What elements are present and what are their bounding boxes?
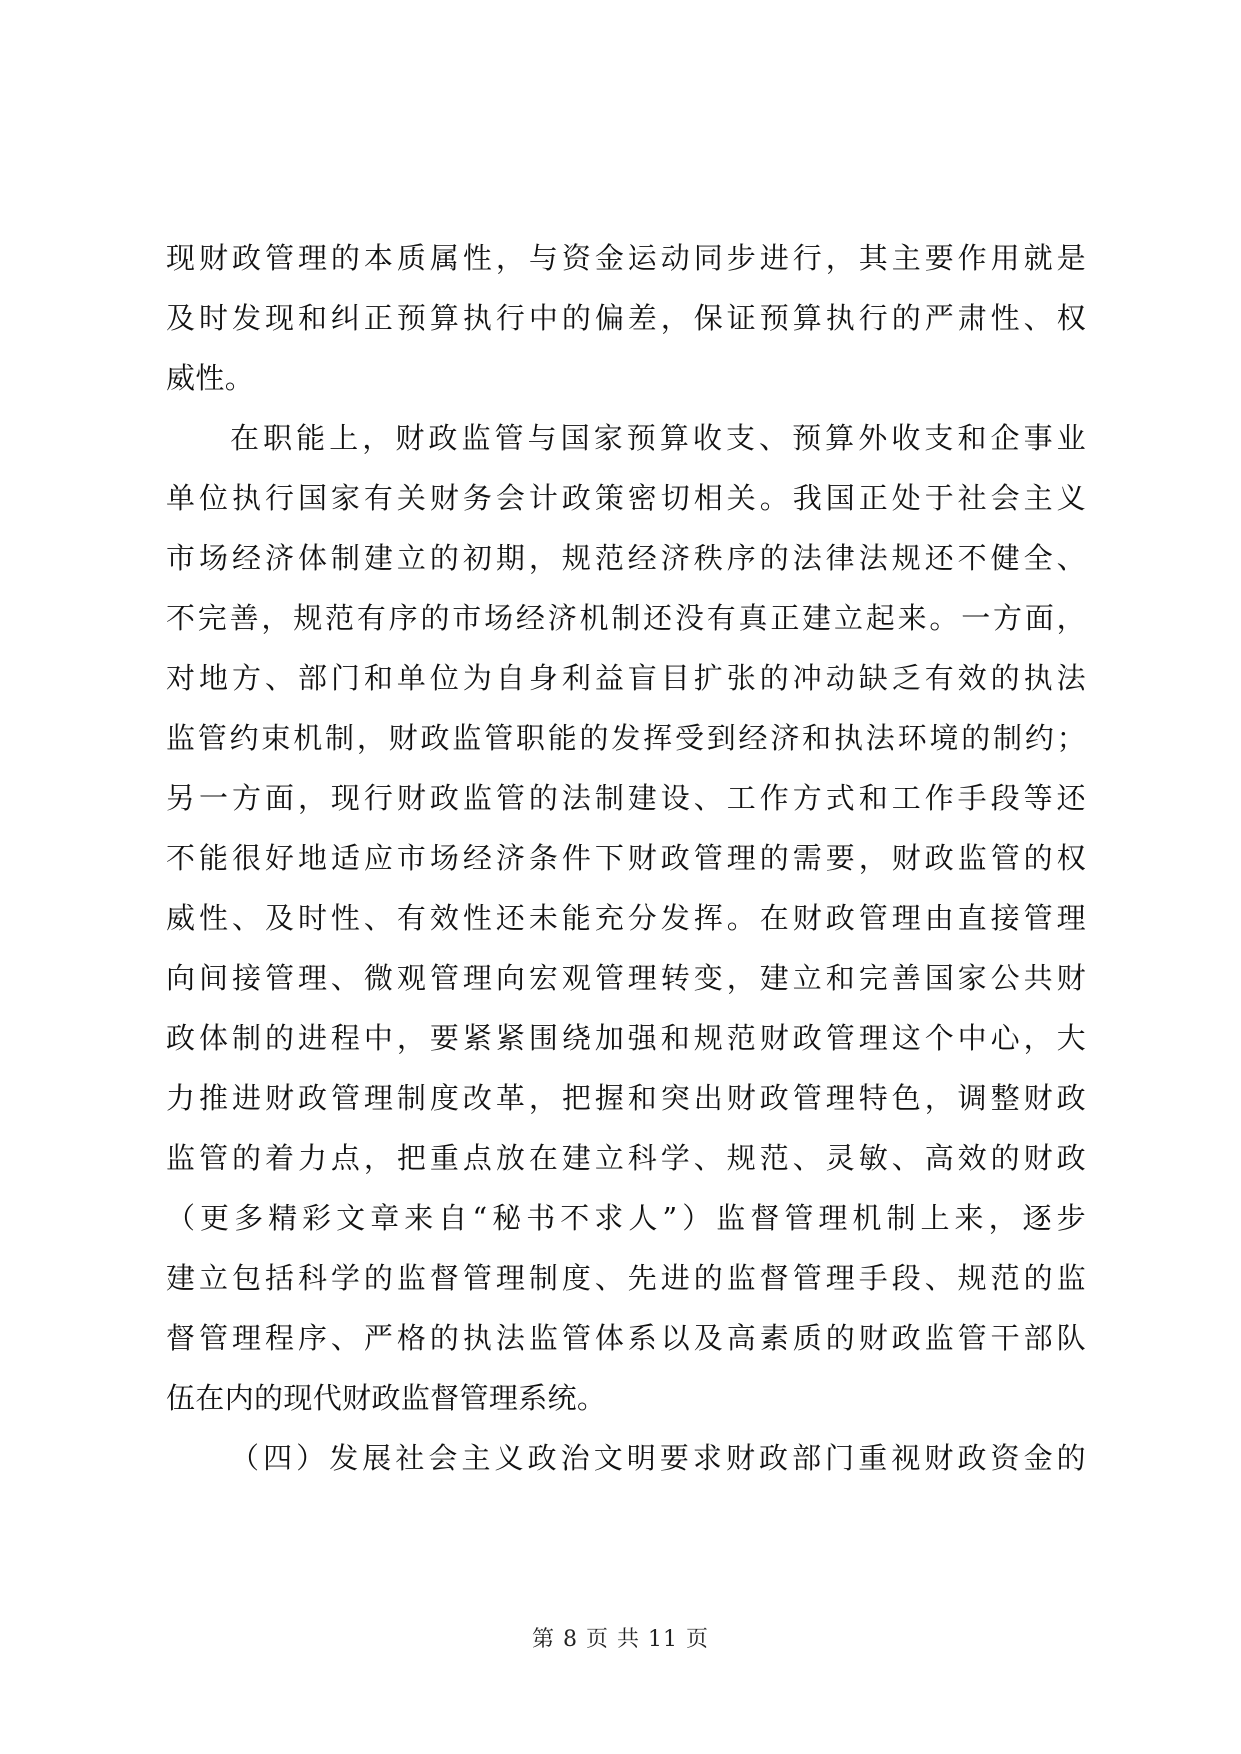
text-line: 威性。 xyxy=(166,361,255,395)
text-line: 政体制的进程中，要紧紧围绕加强和规范财政管理这个中心，大 xyxy=(166,1021,1086,1055)
text-line: 威性、及时性、有效性还未能充分发挥。在财政管理由直接管理 xyxy=(166,901,1086,935)
text-line: 监管的着力点，把重点放在建立科学、规范、灵敏、高效的财政 xyxy=(166,1141,1086,1175)
text-line: 及时发现和纠正预算执行中的偏差，保证预算执行的严肃性、权 xyxy=(166,301,1086,335)
text-line: 伍在内的现代财政监督管理系统。 xyxy=(166,1381,607,1415)
text-line: 现财政管理的本质属性，与资金运动同步进行，其主要作用就是 xyxy=(166,241,1086,275)
text-line: 不完善，规范有序的市场经济机制还没有真正建立起来。一方面， xyxy=(166,601,1086,635)
text-line: 向间接管理、微观管理向宏观管理转变，建立和完善国家公共财 xyxy=(166,961,1086,995)
text-line: 对地方、部门和单位为自身利益盲目扩张的冲动缺乏有效的执法 xyxy=(166,661,1086,695)
text-line: 市场经济体制建立的初期，规范经济秩序的法律法规还不健全、 xyxy=(166,541,1086,575)
text-line: 另一方面，现行财政监管的法制建设、工作方式和工作手段等还 xyxy=(166,781,1086,815)
text-line: 不能很好地适应市场经济条件下财政管理的需要，财政监管的权 xyxy=(166,841,1086,875)
text-line: 监管约束机制，财政监管职能的发挥受到经济和执法环境的制约； xyxy=(166,721,1086,755)
text-line: 督管理程序、严格的执法监管体系以及高素质的财政监管干部队 xyxy=(166,1321,1086,1355)
text-line: 力推进财政管理制度改革，把握和突出财政管理特色，调整财政 xyxy=(166,1081,1086,1115)
page-footer: 第 8 页 共 11 页 xyxy=(532,1627,709,1652)
text-line: （四）发展社会主义政治文明要求财政部门重视财政资金的 xyxy=(230,1441,1086,1475)
text-line: （更多精彩文章来自“秘书不求人”）监督管理机制上来，逐步 xyxy=(166,1201,1086,1235)
text-line: 在职能上，财政监管与国家预算收支、预算外收支和企事业 xyxy=(230,421,1086,455)
body-text xyxy=(166,228,1086,1488)
text-line: 建立包括科学的监督管理制度、先进的监督管理手段、规范的监 xyxy=(166,1261,1086,1295)
text-line: 单位执行国家有关财务会计政策密切相关。我国正处于社会主义 xyxy=(166,481,1086,515)
